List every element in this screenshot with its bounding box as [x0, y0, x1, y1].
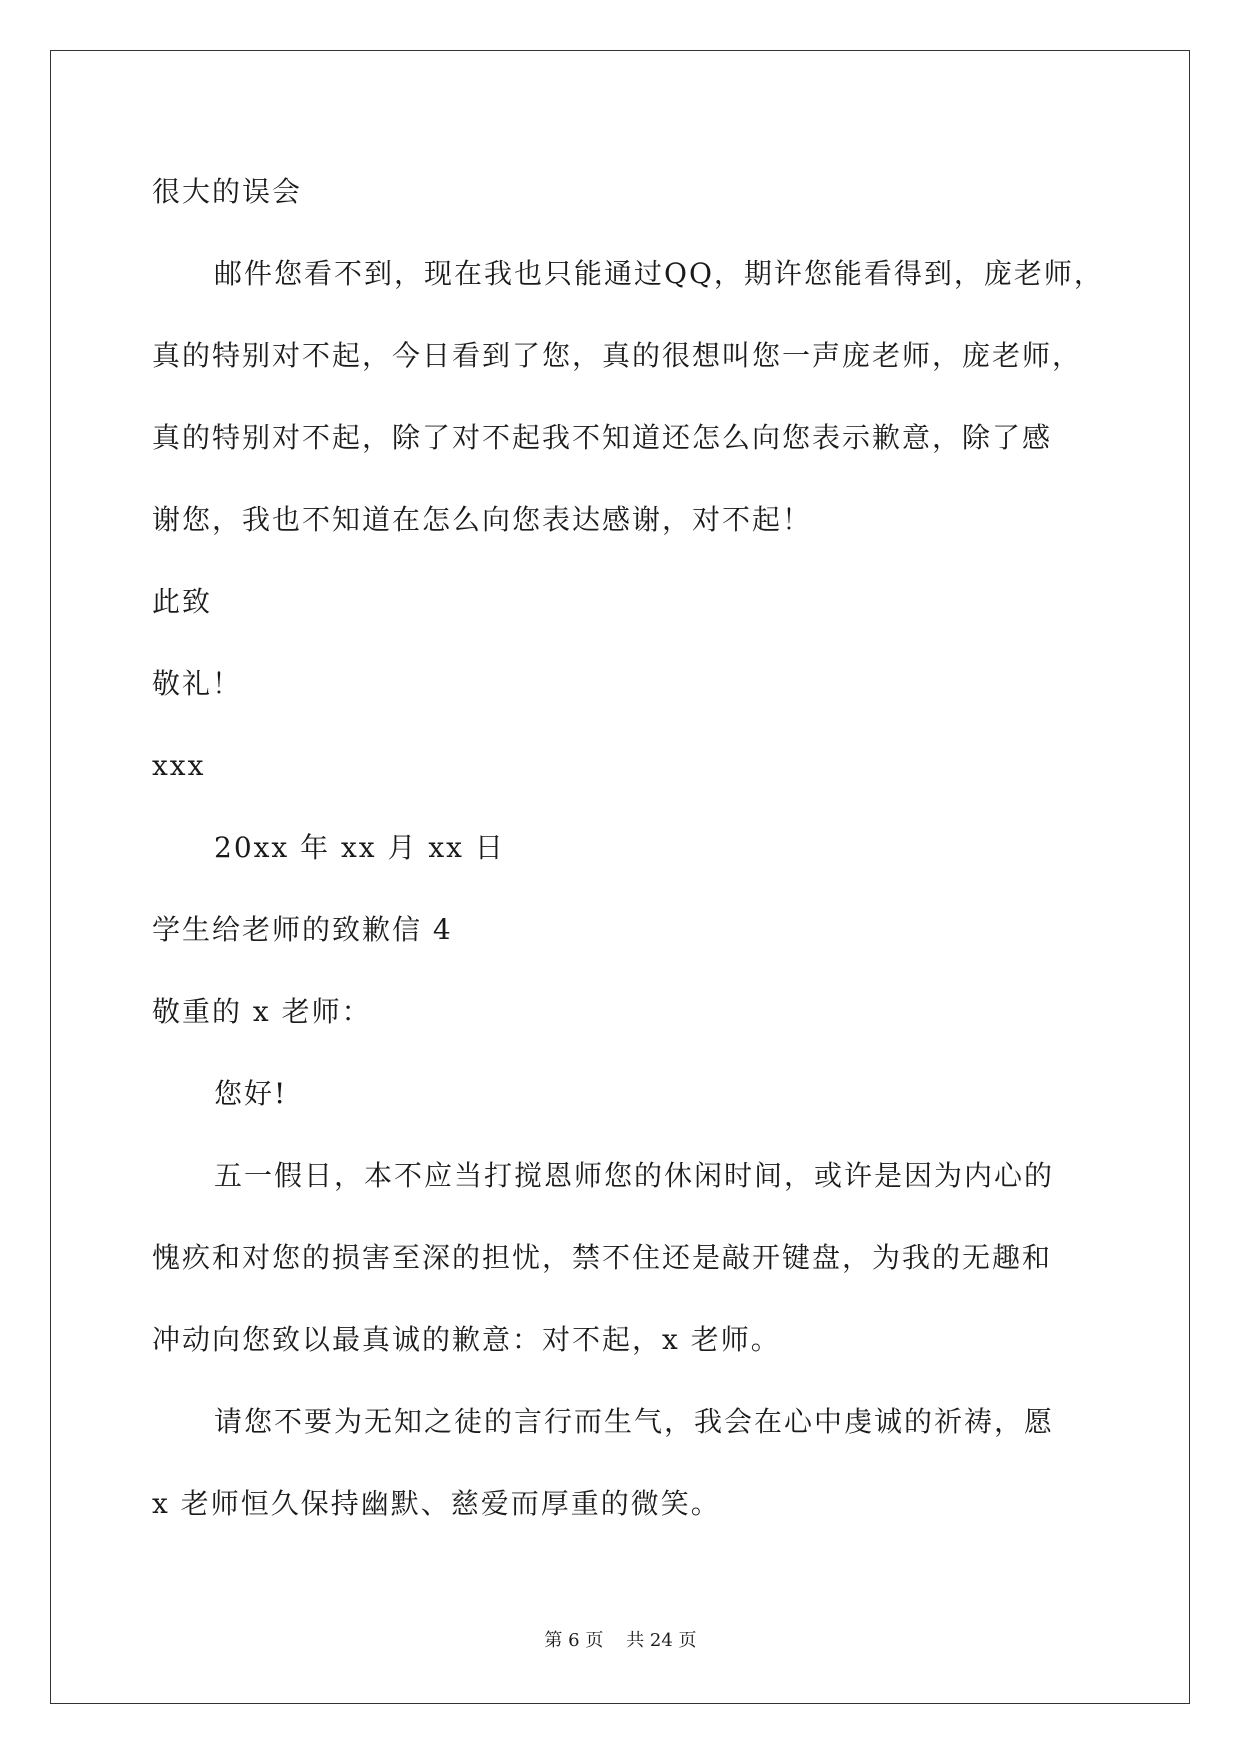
closing-respect: 敬礼！ [152, 667, 243, 700]
section-heading: 学生给老师的致歉信 4 [152, 913, 453, 946]
letter-hello: 您好! [214, 1077, 288, 1110]
signature-date: 20xx 年 xx 月 xx 日 [214, 831, 505, 864]
text-line-4: 真的特别对不起，除了对不起我不知道还怎么向您表示歉意，除了感 [152, 421, 1053, 454]
closing-salutation: 此致 [152, 585, 213, 618]
text-line-3: 真的特别对不起，今日看到了您，真的很想叫您一声庞老师，庞老师， [152, 339, 1083, 372]
text-line-15: 冲动向您致以最真诚的歉意：对不起，x 老师。 [152, 1323, 781, 1356]
page-border [50, 50, 1190, 1704]
text-line-5: 谢您，我也不知道在怎么向您表达感谢，对不起！ [152, 503, 813, 536]
text-line-17: x 老师恒久保持幽默、慈爱而厚重的微笑。 [152, 1487, 721, 1520]
text-line-14: 愧疚和对您的损害至深的担忧，禁不住还是敲开键盘，为我的无趣和 [152, 1241, 1053, 1274]
letter-greeting: 敬重的 x 老师： [152, 995, 372, 1028]
signature-name: xxx [152, 749, 206, 782]
text-line-2: 邮件您看不到，现在我也只能通过QQ，期许您能看得到，庞老师， [214, 257, 1104, 290]
text-line-16: 请您不要为无知之徒的言行而生气，我会在心中虔诚的祈祷，愿 [214, 1405, 1055, 1438]
text-line-13: 五一假日，本不应当打搅恩师您的休闲时间，或许是因为内心的 [214, 1159, 1055, 1192]
text-line-1: 很大的误会 [152, 175, 303, 208]
page-number-footer: 第 6 页 共 24 页 [544, 1630, 697, 1651]
